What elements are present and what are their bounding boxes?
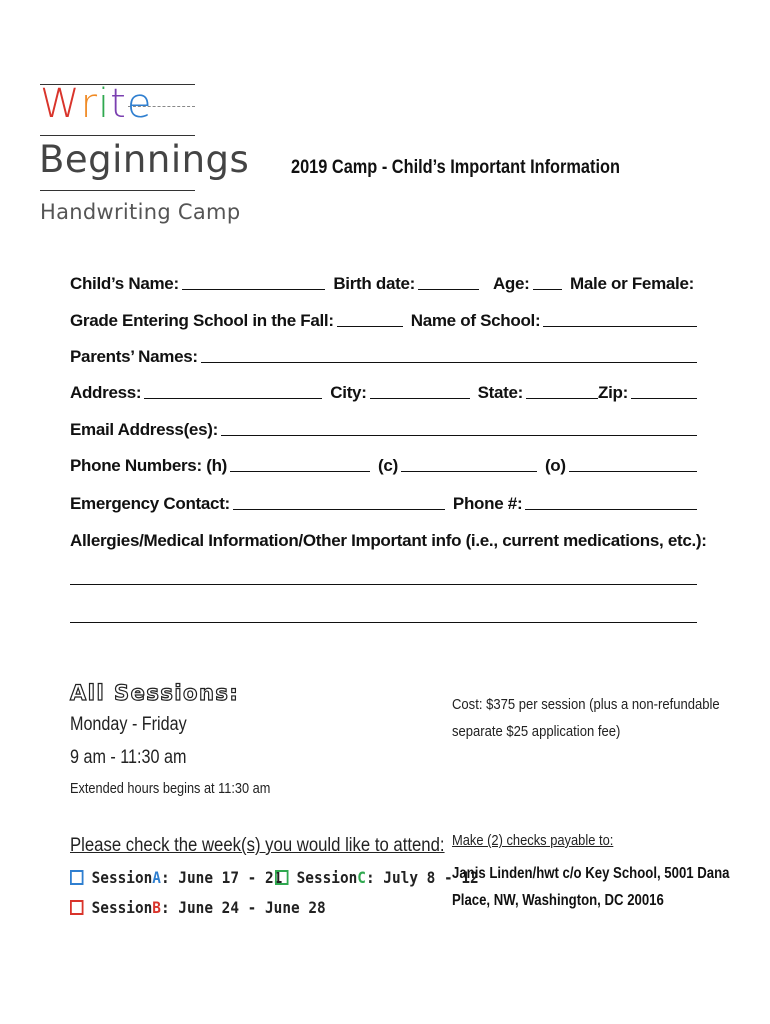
phone-office-field[interactable] <box>569 471 697 472</box>
address-field[interactable] <box>144 398 322 399</box>
session-c-option[interactable] <box>275 868 479 887</box>
allergies-line-3[interactable] <box>70 622 697 623</box>
page-title: 2019 Camp - Child’s Important Information <box>291 157 620 178</box>
logo-letter: e <box>126 81 153 127</box>
payable-line-2: Place, NW, Washington, DC 20016 <box>452 892 664 909</box>
cost-line-1: Cost: $375 per session (plus a non-refundable <box>452 696 720 713</box>
allergies-line-2[interactable] <box>70 584 697 585</box>
row-emergency <box>70 490 697 514</box>
label-childs-name: Child’s Name: <box>70 274 179 293</box>
label-allergies: Allergies/Medical Information/Other Important info (i.e., current medications, etc.): <box>70 531 707 550</box>
payable-address <box>452 860 729 914</box>
payable-heading: Make (2) checks payable to: <box>452 832 614 849</box>
cost-line-2: separate $25 application fee) <box>452 723 621 740</box>
session-b-prefix: Session <box>91 898 153 917</box>
sessions-time: 9 am - 11:30 am <box>70 747 187 768</box>
session-c-checkbox[interactable] <box>275 870 289 885</box>
label-address: Address: <box>70 383 142 402</box>
age-field[interactable] <box>533 289 562 290</box>
session-b-letter: B <box>152 898 161 917</box>
session-a-checkbox[interactable] <box>70 870 84 885</box>
logo-subtitle: Handwriting Camp <box>40 200 241 224</box>
city-field[interactable] <box>370 398 470 399</box>
label-zip: Zip: <box>598 383 628 402</box>
row-address <box>70 379 697 403</box>
logo-write <box>40 81 153 127</box>
label-phone-home: Phone Numbers: (h) <box>70 456 228 475</box>
logo-rule-mid <box>40 135 195 136</box>
label-parents: Parents’ Names: <box>70 347 198 366</box>
sessions-heading: All Sessions: <box>70 681 240 705</box>
label-birth-date: Birth date: <box>333 274 416 293</box>
session-a-dates: : June 17 - 21 <box>160 868 283 887</box>
zip-field[interactable] <box>631 398 697 399</box>
sessions-days: Monday - Friday <box>70 714 187 735</box>
label-phone-cell: (c) <box>378 456 398 475</box>
session-a-letter: A <box>152 868 161 887</box>
label-age: Age: <box>492 274 530 293</box>
session-b-option[interactable] <box>70 898 326 917</box>
session-a-prefix: Session <box>91 868 153 887</box>
birth-date-field[interactable] <box>418 289 479 290</box>
row-email <box>70 416 697 440</box>
label-email: Email Address(es): <box>70 420 218 439</box>
label-male-female: Male or Female: <box>570 274 694 293</box>
row-phones <box>70 452 697 476</box>
logo-rule-bottom <box>40 190 195 191</box>
label-emergency: Emergency Contact: <box>70 494 230 513</box>
session-a-option[interactable] <box>70 868 282 887</box>
state-field[interactable] <box>526 398 598 399</box>
label-grade: Grade Entering School in the Fall: <box>70 311 334 330</box>
session-c-letter: C <box>357 868 366 887</box>
logo-letter: i <box>98 81 111 127</box>
emergency-contact-field[interactable] <box>233 509 445 510</box>
session-b-checkbox[interactable] <box>70 900 84 915</box>
session-c-dates: : July 8 - 12 <box>365 868 479 887</box>
logo-letter: t <box>110 81 127 127</box>
sessions-extended: Extended hours begins at 11:30 am <box>70 780 271 797</box>
row-parents <box>70 343 697 367</box>
label-emergency-phone: Phone #: <box>452 494 523 513</box>
logo-letter: W <box>40 81 81 127</box>
session-c-prefix: Session <box>296 868 358 887</box>
session-b-dates: : June 24 - June 28 <box>160 898 326 917</box>
row-school <box>70 307 697 331</box>
label-state: State: <box>477 383 524 402</box>
school-field[interactable] <box>543 326 697 327</box>
email-field[interactable] <box>221 435 697 436</box>
payable-line-1: Janis Linden/hwt c/o Key School, 5001 Dana <box>452 865 730 882</box>
label-phone-office: (o) <box>544 456 566 475</box>
label-school: Name of School: <box>410 311 541 330</box>
phone-home-field[interactable] <box>230 471 370 472</box>
childs-name-field[interactable] <box>182 289 325 290</box>
row-child-info <box>70 270 697 294</box>
check-weeks-prompt: Please check the week(s) you would like to attend: <box>70 835 445 856</box>
row-allergies <box>70 527 707 551</box>
grade-field[interactable] <box>337 326 403 327</box>
parents-field[interactable] <box>201 362 697 363</box>
emergency-phone-field[interactable] <box>525 509 697 510</box>
phone-cell-field[interactable] <box>401 471 537 472</box>
label-city: City: <box>330 383 367 402</box>
logo-letter: r <box>80 81 99 127</box>
logo-beginnings: Beginnings <box>39 138 250 181</box>
